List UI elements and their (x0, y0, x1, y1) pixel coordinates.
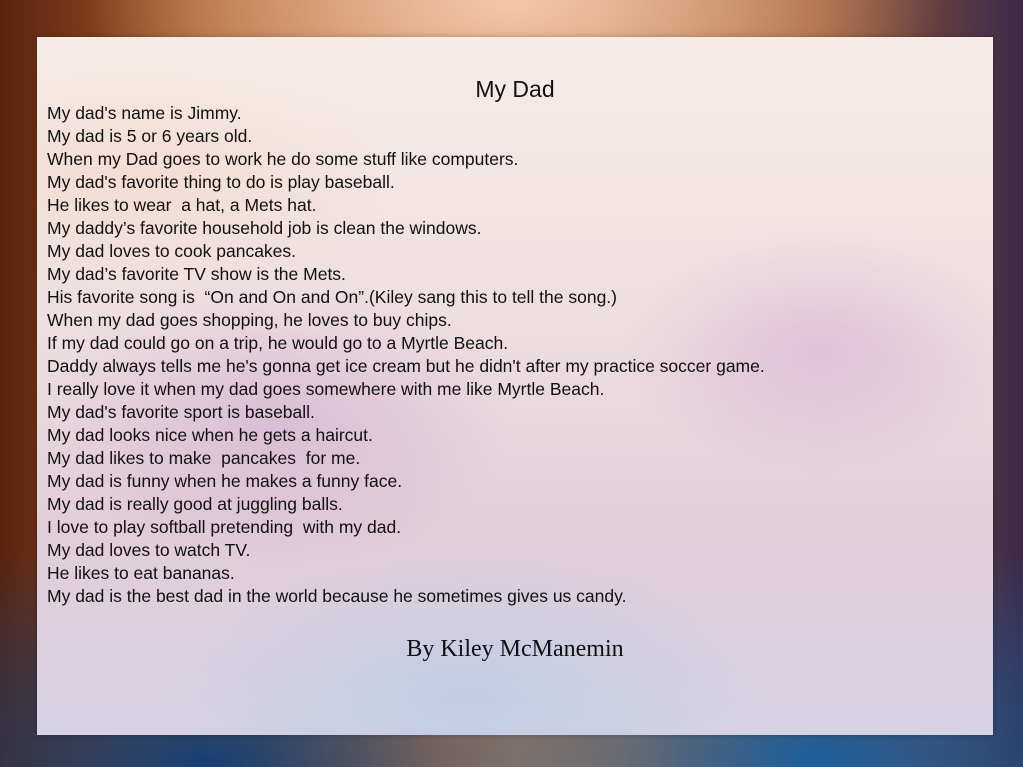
poem-line: His favorite song is “On and On and On”.(Kiley sang this to tell the song.) (47, 287, 617, 307)
poem-line: My dad likes to make pancakes for me. (47, 448, 361, 468)
poem-line: My dad is funny when he makes a funny face. (47, 471, 403, 491)
slide (37, 37, 993, 735)
poem-line: My dad is really good at juggling balls. (47, 494, 343, 514)
poem-line: He likes to wear a hat, a Mets hat. (47, 195, 317, 215)
poem-line: When my Dad goes to work he do some stuff like computers. (47, 149, 519, 169)
author-byline: By Kiley McManemin (406, 636, 624, 662)
poem-line: If my dad could go on a trip, he would go to a Myrtle Beach. (47, 333, 509, 353)
poem-line: My dad is 5 or 6 years old. (47, 126, 253, 146)
poem-line: My dad's name is Jimmy. (47, 103, 242, 123)
poem-lines (47, 102, 765, 608)
poem-line: He likes to eat bananas. (47, 563, 235, 583)
slide-title: My Dad (475, 76, 555, 102)
poem-line: When my dad goes shopping, he loves to buy chips. (47, 310, 452, 330)
poem-line: My dad loves to cook pancakes. (47, 241, 297, 261)
poem-line: My dad’s favorite TV show is the Mets. (47, 264, 346, 284)
poem-line: My dad loves to watch TV. (47, 540, 251, 560)
poem-line: Daddy always tells me he's gonna get ice cream but he didn't after my practice soccer game. (47, 356, 765, 376)
poem-line: My dad is the best dad in the world because he sometimes gives us candy. (47, 586, 627, 606)
poem-line: I really love it when my dad goes somewhere with me like Myrtle Beach. (47, 379, 605, 399)
poem-line: My daddy’s favorite household job is clean the windows. (47, 218, 482, 238)
poem-line: My dad's favorite thing to do is play baseball. (47, 172, 395, 192)
poem-line: My dad's favorite sport is baseball. (47, 402, 315, 422)
poem-line: I love to play softball pretending with my dad. (47, 517, 402, 537)
poem-line: My dad looks nice when he gets a haircut. (47, 425, 373, 445)
